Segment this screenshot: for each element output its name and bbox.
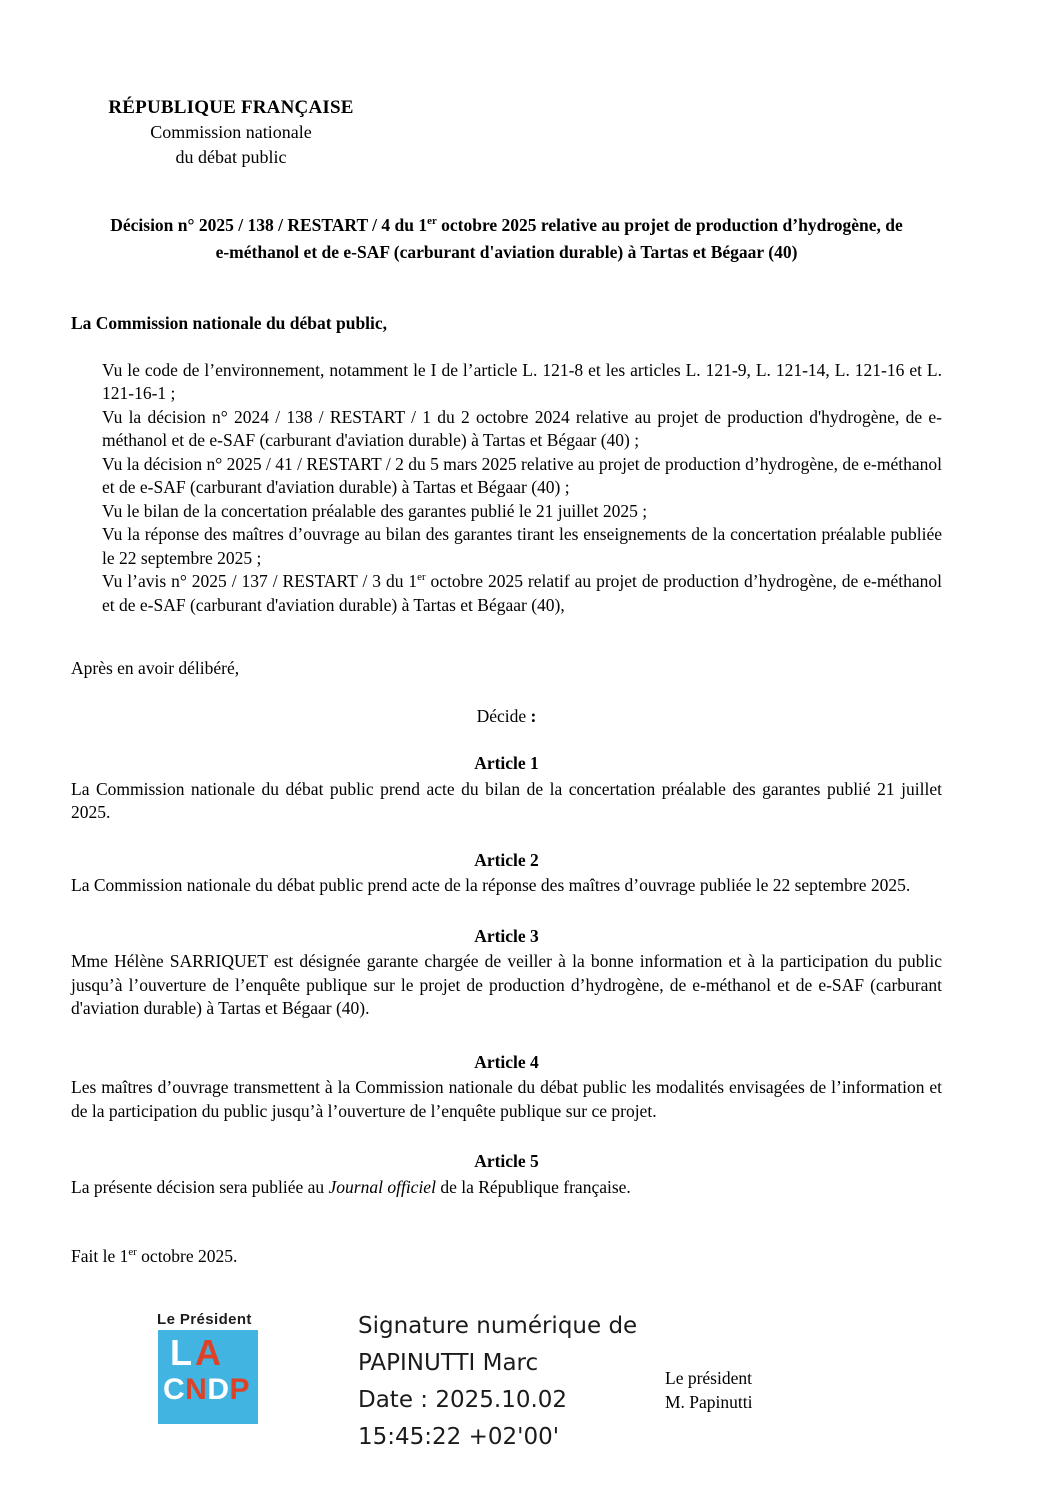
article-5-text: La présente décision sera publiée au [71,1176,329,1197]
president-signature-block [665,1366,753,1414]
digital-signature-line: PAPINUTTI Marc [358,1349,539,1376]
vu-paragraph [102,570,942,617]
digital-signature [358,1308,637,1456]
logo-letter: P [229,1372,251,1406]
article-3-body: Mme Hélène SARRIQUET est désignée garante chargée de veiller à la bonne information et à la participation du public jusqu’à l’ouverture de l’enquête publique sur le projet de production d’hydrogène, de e-méthanol et de e-SAF (carburant d'aviation durable) à Tartas et Bégaar (40). [71,951,942,1018]
superscript-er: er [427,215,437,228]
cndp-logo-row-la [158,1330,258,1371]
vu-text: Vu la décision n° 2024 / 138 / RESTART / 1 du 2 octobre 2024 relative au projet de production d'hydrogène, de e-méthanol et de e-SAF (carburant d'aviation durable) à Tartas et Bégaar (40) ; [102,406,942,450]
vu-paragraph [102,523,942,570]
president-title: Le président [665,1367,752,1388]
vu-paragraph [102,406,942,453]
closing-text: Fait le 1 [71,1246,129,1266]
logo-letter: A [195,1331,224,1373]
article-3-heading: Article 3 [474,925,539,946]
article-5-body [71,1176,942,1200]
president-label: Le Président [157,1310,252,1328]
article-1-body: La Commission nationale du débat public prend acte du bilan de la concertation préalable des garantes publié 21 juillet 2025. [71,778,942,822]
signature-area [71,1308,942,1458]
closing-text-after: octobre 2025. [136,1246,238,1266]
decide-colon: : [526,705,537,726]
vu-block [102,359,942,618]
article-4-heading: Article 4 [474,1051,539,1072]
decision-title-text: Décision n° 2025 / 138 / RESTART / 4 du 1 [110,215,428,235]
digital-signature-line: 15:45:22 +02'00' [358,1423,560,1450]
vu-text: Vu la réponse des maîtres d’ouvrage au bilan des garantes tirant les enseignements de la concertation préalable publiée le 22 septembre 2025 ; [102,524,942,568]
vu-paragraph [102,500,942,524]
article-5-heading: Article 5 [474,1151,539,1171]
decide-word: Décide [476,705,527,726]
article-1-heading: Article 1 [474,753,539,773]
vu-text-after: octobre 2025 relatif au projet de production d’hydrogène, de e-méthanol et de e-SAF (carburant d'aviation durable) à Tartas et Bégaar (40), [102,571,942,615]
article-4-body: Les maîtres d’ouvrage transmettent à la Commission nationale du débat public les modalités envisagées de l’information et de la participation du public jusqu’à l’ouverture de l’enquête publique sur ce projet. [71,1077,942,1121]
journal-officiel-italic: Journal officiel [328,1176,436,1197]
vu-paragraph [102,359,942,406]
digital-signature-line: Date : 2025.10.02 [358,1386,568,1413]
article-2-body: La Commission nationale du débat public prend acte de la réponse des maîtres d’ouvrage publiée le 22 septembre 2025. [71,875,911,895]
president-name: M. Papinutti [665,1391,753,1412]
republic-title: RÉPUBLIQUE FRANÇAISE [108,97,354,118]
digital-signature-line: Signature numérique de [358,1312,638,1339]
org-name-line2: du débat public [175,147,287,167]
cndp-logo [158,1330,258,1424]
deliberation-line: Après en avoir délibéré, [71,658,240,678]
vu-paragraph [102,453,942,500]
closing-date-line [71,1245,942,1269]
superscript-er: er [417,571,426,584]
article-2-heading: Article 2 [474,849,539,870]
letterhead [85,96,377,170]
decision-title-text-after: octobre 2025 relative au projet de production d’hydrogène, de e-méthanol et de e-SAF (carburant d'aviation durable) à Tartas et Bégaar (40) [215,215,903,262]
opening-line: La Commission nationale du débat public, [71,313,388,333]
superscript-er: er [128,1246,137,1259]
org-name-line1: Commission nationale [150,122,312,142]
decision-title [107,212,907,266]
logo-letter: L [170,1331,195,1373]
decide-line [71,705,942,729]
vu-text: Vu le bilan de la concertation préalable des garantes publié le 21 juillet 2025 ; [102,500,648,521]
vu-text: Vu le code de l’environnement, notamment le I de l’article L. 121-8 et les articles L. 121-9, L. 121-14, L. 121-16 et L. 121-16-1 ; [102,359,942,403]
vu-text: Vu l’avis n° 2025 / 137 / RESTART / 3 du 1 [102,571,418,591]
logo-letter: N [185,1372,208,1406]
logo-letter: C [163,1372,186,1406]
article-5-text-after: de la République française. [435,1176,631,1197]
cndp-logo-row-cndp [158,1371,258,1409]
vu-text: Vu la décision n° 2025 / 41 / RESTART / 2 du 5 mars 2025 relative au projet de production d’hydrogène, de e-méthanol et de e-SAF (carburant d'aviation durable) à Tartas et Bégaar (40) ; [102,453,942,497]
logo-letter: D [207,1372,230,1406]
